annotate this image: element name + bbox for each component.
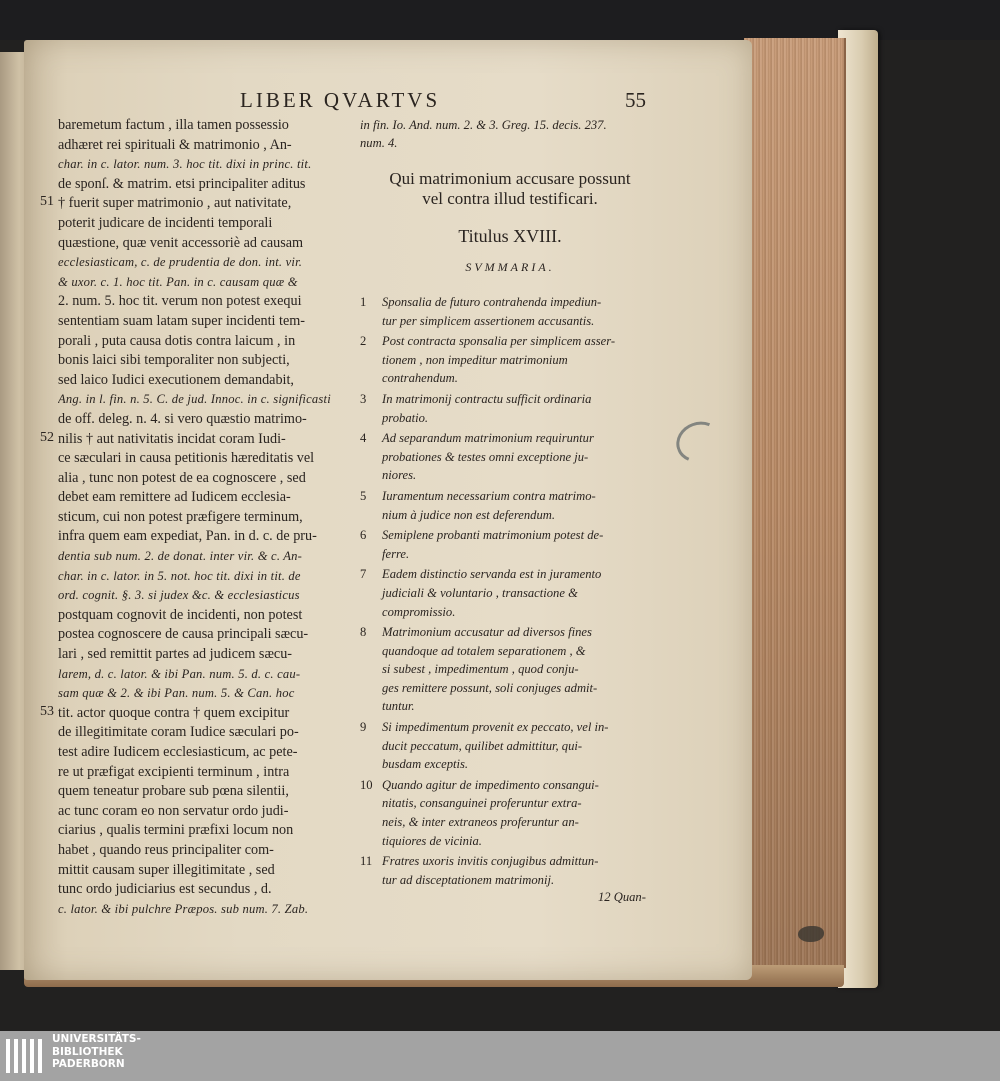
- summaria-item: [360, 623, 660, 716]
- summaria-item-number: 10: [360, 777, 373, 792]
- ink-stain: [798, 926, 824, 942]
- summaria-item-line: compromissio.: [382, 604, 456, 619]
- summaria-item: [360, 526, 660, 563]
- summaria-item-line: Quando agitur de impedimento consangui-: [382, 777, 599, 792]
- text-line: quæstione, quæ venit accessoriè ad causam: [58, 234, 304, 251]
- text-line: † fuerit super matrimonio , aut nativitate,: [58, 195, 292, 212]
- library-name: [52, 1033, 141, 1071]
- margin-number: 51: [40, 194, 54, 210]
- text-line: ac tunc coram eo non servatur ordo judi-: [58, 802, 289, 819]
- summaria-item: [360, 390, 660, 427]
- summaria-item: [360, 332, 660, 388]
- left-text-column: [58, 116, 358, 919]
- summaria-item-line: Post contracta sponsalia per simplicem asser-: [382, 334, 616, 349]
- summaria-item-line: contrahendum.: [382, 371, 458, 386]
- text-line: nilis † aut nativitatis incidat coram Iudi-: [58, 430, 286, 447]
- summaria-item-line: tur per simplicem assertionem accusantis.: [382, 313, 595, 328]
- summaria-item-line: probationes & testes omni exceptione ju-: [382, 449, 589, 464]
- text-line: poterit judicare de incidenti temporali: [58, 214, 273, 231]
- library-name-line: BIBLIOTHEK: [52, 1045, 123, 1058]
- summaria-item: [360, 429, 660, 485]
- right-text-column: [360, 116, 660, 891]
- text-line: ciarius , qualis termini præfixi locum non: [58, 822, 294, 839]
- text-line: sententiam suam latam super incidenti tem-: [58, 312, 306, 329]
- summaria-item-number: 11: [360, 854, 373, 869]
- summaria-item-line: neis, & inter extraneos proferuntur an-: [382, 815, 579, 830]
- text-line: sed laico Iudici executionem demandabit,: [58, 371, 294, 388]
- continued-citation: [360, 116, 660, 152]
- summaria-item-line: tur ad disceptationem matrimonij.: [382, 872, 555, 887]
- text-line: tunc ordo judiciarius est secundus , d.: [58, 881, 272, 898]
- text-line: de sponſ. & matrim. etsi principaliter aditus: [58, 175, 306, 192]
- text-line: sam quæ & 2. & ibi Pan. num. 5. & Can. hoc: [58, 686, 295, 701]
- summaria-item-line: si subest , impedimentum , quod conju-: [382, 662, 579, 677]
- text-line: habet , quando reus principaliter com-: [58, 841, 274, 858]
- text-line: mittit causam super illegitimitate , sed: [58, 861, 275, 878]
- page-number: 55: [625, 88, 646, 112]
- summaria-item-number: 5: [360, 488, 367, 503]
- running-head: LIBER QVARTVS: [240, 88, 441, 112]
- summaria-item-line: ducit peccatum, quilibet admittitur, qui-: [382, 738, 583, 753]
- catchword: 12 Quan-: [598, 890, 646, 904]
- summaria-item-line: Si impedimentum provenit ex peccato, vel in-: [382, 720, 609, 735]
- text-line: debet eam remittere ad Iudicem ecclesia-: [58, 489, 291, 506]
- page-fore-edge: [744, 38, 846, 968]
- text-line: lari , sed remittit partes ad judicem sæcu-: [58, 646, 293, 663]
- summaria-item-line: judiciali & voluntario , transactione &: [382, 585, 578, 600]
- summaria-item-number: 6: [360, 528, 367, 543]
- text-line: re ut præfigat excipienti terminum , intra: [58, 763, 290, 780]
- text-line: test adire Iudicem ecclesiasticum, ac pete-: [58, 744, 298, 760]
- titulus-heading: Titulus XVIII.: [458, 226, 562, 246]
- text-line: quem teneatur probare sub pœna silentii,: [58, 783, 289, 800]
- summaria-item-line: Ad separandum matrimonium requiruntur: [382, 431, 594, 446]
- summaria-item: [360, 852, 660, 889]
- text-line: alia , tunc non potest de ea cognoscere , sed: [58, 469, 306, 486]
- summaria-item: [360, 487, 660, 524]
- summaria-item-line: nitatis, consanguinei proferuntur extra-: [382, 796, 582, 811]
- margin-number: 53: [40, 704, 54, 719]
- summaria-heading: SVMMARIA.: [465, 260, 555, 274]
- summaria-item-line: Matrimonium accusatur ad diversos fines: [382, 625, 592, 640]
- summaria-item-line: ferre.: [382, 546, 410, 561]
- text-line: de off. deleg. n. 4. si vero quæstio matrimo-: [58, 410, 307, 427]
- summaria-list: [360, 293, 660, 889]
- summaria-item-line: Semiplene probanti matrimonium potest de-: [382, 528, 604, 543]
- summaria-item-number: 4: [360, 431, 367, 446]
- text-line: postea cognoscere de causa principali sæcu-: [58, 626, 309, 643]
- summaria-item-number: 3: [360, 391, 367, 406]
- summaria-item-line: nium à judice non est deferendum.: [382, 507, 556, 522]
- summaria-item-number: 8: [360, 625, 367, 640]
- summaria-item-number: 9: [360, 720, 367, 735]
- summaria-item: [360, 565, 660, 621]
- chapter-title: [360, 169, 660, 209]
- text-line: & uxor. c. 1. hoc tit. Pan. in c. causam quæ &: [58, 274, 298, 289]
- text-line: 2. num. 5. hoc tit. verum non potest exequi: [58, 293, 302, 310]
- summaria-item-line: tionem , non impeditur matrimonium: [382, 352, 568, 367]
- text-line: de illegitimitate coram Iudice sæculari po-: [58, 724, 299, 741]
- summaria-item-number: 7: [360, 567, 367, 582]
- citation-line: in fin. Io. And. num. 2. & 3. Greg. 15. decis. 237.: [360, 118, 607, 132]
- summaria-item: [360, 718, 660, 774]
- margin-number: 52: [40, 429, 54, 445]
- summaria-item-line: In matrimonij contractu sufficit ordinaria: [382, 391, 592, 406]
- summaria-item-line: Iuramentum necessarium contra matrimo-: [382, 488, 596, 503]
- summaria-item-line: busdam exceptis.: [382, 757, 469, 772]
- chapter-title-line: vel contra illud testificari.: [422, 189, 598, 208]
- text-line: c. lator. & ibi pulchre Præpos. sub num. 7. Zab.: [58, 901, 309, 916]
- summaria-item-line: quandoque ad totalem separationem , &: [382, 643, 586, 658]
- text-line: ord. cognit. §. 3. si judex &c. & ecclesiasticus: [58, 588, 300, 603]
- text-line: larem, d. c. lator. & ibi Pan. num. 5. d. c. cau-: [58, 666, 301, 681]
- summaria-item-line: Fratres uxoris invitis conjugibus admittun-: [382, 854, 599, 869]
- text-line: bonis laici sibi temporaliter non subjecti,: [58, 352, 290, 369]
- text-line: ce sæculari in causa petitionis hæreditatis vel: [58, 450, 315, 467]
- text-line: Ang. in l. fin. n. 5. C. de jud. Innoc. in c. significasti: [58, 392, 331, 407]
- text-line: sticum, cui non potest præfigere terminum,: [58, 508, 303, 525]
- summaria-item-line: niores.: [382, 468, 417, 483]
- summaria-item-line: tiquiores de vicinia.: [382, 833, 482, 848]
- summaria-item-line: ges remittere possunt, soli conjuges admit-: [382, 680, 598, 695]
- text-line: adhæret rei spirituali & matrimonio , An-: [58, 136, 292, 153]
- summaria-item-line: Sponsalia de futuro contrahenda impediun-: [382, 295, 602, 309]
- text-line: char. in c. lator. num. 3. hoc tit. dixi in princ. tit.: [58, 157, 312, 172]
- summaria-item-number: 2: [360, 334, 367, 349]
- summaria-item: [360, 776, 660, 850]
- text-line: tit. actor quoque contra † quem excipitur: [58, 704, 290, 721]
- text-line: infra quem eam expediat, Pan. in d. c. de pru-: [58, 528, 317, 545]
- text-line: dentia sub num. 2. de donat. inter vir. & c. An-: [58, 549, 303, 564]
- text-line: ecclesiasticam, c. de prudentia de don. int. vir.: [58, 255, 303, 270]
- library-logo-icon: [6, 1039, 46, 1073]
- library-name-line: PADERBORN: [52, 1058, 125, 1070]
- chapter-title-line: Qui matrimonium accusare possunt: [389, 169, 631, 188]
- library-banner: [0, 1031, 1000, 1081]
- summaria-item-number: 1: [360, 295, 367, 309]
- citation-line: num. 4.: [360, 136, 398, 150]
- text-line: porali , puta causa dotis contra laicum , in: [58, 332, 296, 349]
- summaria-item: [360, 293, 660, 330]
- summaria-item-line: tuntur.: [382, 699, 415, 714]
- summaria-item-line: probatio.: [382, 410, 429, 425]
- library-name-line: UNIVERSITÄTS-: [52, 1033, 141, 1045]
- text-line: char. in c. lator. in 5. not. hoc tit. dixi in tit. de: [58, 568, 301, 583]
- text-line: postquam cognovit de incidenti, non potest: [58, 606, 303, 623]
- text-line: baremetum factum , illa tamen possessio: [58, 117, 289, 133]
- summaria-item-line: Eadem distinctio servanda est in juramento: [382, 567, 602, 582]
